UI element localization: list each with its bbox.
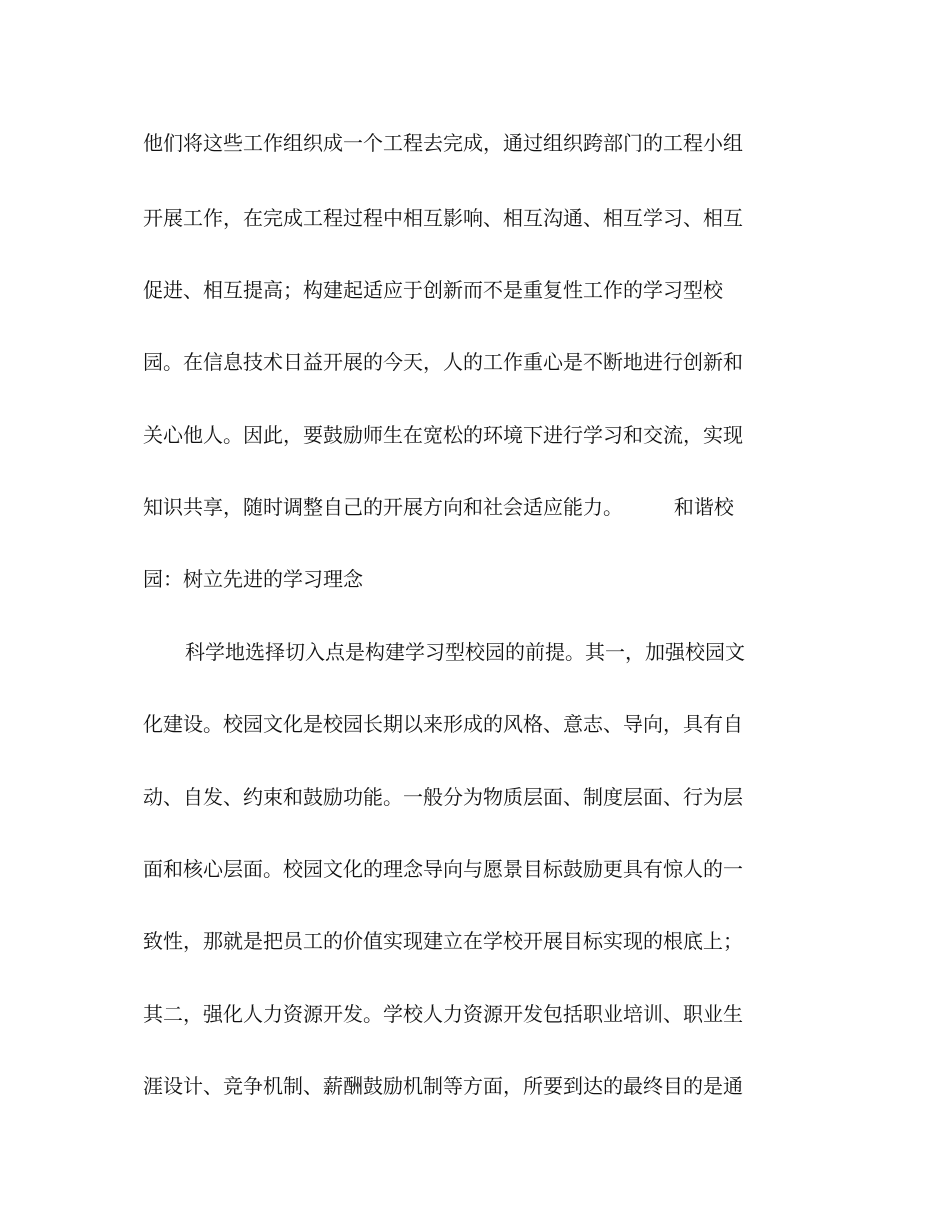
paragraph-first-line: 科学地选择切入点是构建学习型校园的前提。其一，加强校园文 [185,640,745,664]
section-heading: 园：树立先进的学习理念 [143,567,363,591]
text-line: 致性，那就是把员工的价值实现建立在学校开展目标实现的根底上； [143,929,743,953]
text-line: 涯设计、竞争机制、薪酬鼓励机制等方面，所要到达的最终目的是通 [143,1074,743,1098]
text-line: 动、自发、约束和鼓励功能。一般分为物质层面、制度层面、行为层 [143,785,743,809]
text-line: 关心他人。因此，要鼓励师生在宽松的环境下进行学习和交流，实现 [143,423,743,447]
text-line: 其二，强化人力资源开发。学校人力资源开发包括职业培训、职业生 [143,1002,743,1026]
text-line: 化建设。校园文化是校园长期以来形成的风格、意志、导向，具有自 [143,712,743,736]
text-line: 知识共享，随时调整自己的开展方向和社会适应能力。 和谐校 [143,495,734,519]
text-line: 他们将这些工作组织成一个工程去完成，通过组织跨部门的工程小组 [143,131,743,155]
text-line: 面和核心层面。校园文化的理念导向与愿景目标鼓励更具有惊人的一 [143,857,743,881]
text-line: 园。在信息技术日益开展的今天，人的工作重心是不断地进行创新和 [143,350,743,374]
text-line: 促进、相互提高；构建起适应于创新而不是重复性工作的学习型校 [143,278,723,302]
text-line: 开展工作，在完成工程过程中相互影响、相互沟通、相互学习、相互 [143,206,743,230]
